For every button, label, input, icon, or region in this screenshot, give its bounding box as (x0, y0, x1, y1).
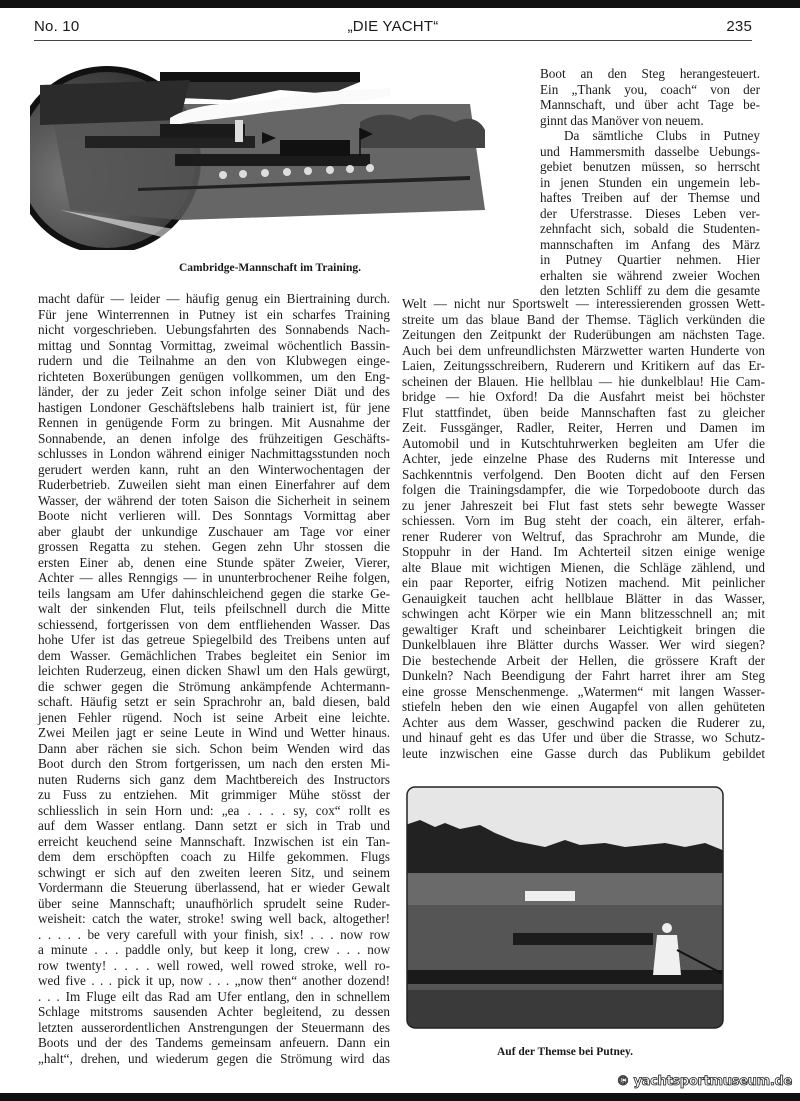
text-line: Sachkenntnis verfolgend. Den Booten dicht auf den Fersen (402, 466, 765, 482)
text-line: gerudert werden kann, ruht an den Winterwochentagen der (38, 461, 390, 477)
skiff (513, 933, 653, 945)
text-line: Dunkelblauen ihre Blätter durchs Wasser. Wer wird siegen? (402, 637, 765, 652)
text-line: nicht vorgeschrieben. Uebungsfahrten des Sonnabends Nach- (38, 322, 390, 337)
watermark: © yachtsportmuseum.de (616, 1074, 792, 1089)
text-line: Achter aus dem Wasser, geschwind packen die Ruderer zu, (402, 714, 765, 730)
text-line: schwingen acht Körper wie ein Mann blitzesschnell an; mit (402, 606, 765, 621)
text-line: ein paar Reporter, eifrig Notizen machend. Mit peinlicher (402, 575, 765, 590)
page-header (34, 16, 752, 38)
article-column-right-top (540, 66, 760, 299)
text-line: in jenen Stunden ein ungemein leb- (540, 174, 760, 190)
text-line: Dunkeln? Nach Beendigung der Fahrt harret ihrer am Steg (402, 668, 765, 683)
text-line: schiessend, fortgerissen von dem entfliehenden Wasser. Das (38, 616, 390, 632)
launch-white (525, 891, 575, 901)
text-line: Genauigkeit tauchen acht hellblaue Blätter in das Wasser, (402, 590, 765, 606)
text-line: walt der sinkenden Flut, teils pfeilschnell durch die Mitte (38, 601, 390, 616)
text-line: zu Fuss zu entziehen. Mit grimmiger Mühe stösst der (38, 787, 390, 802)
text-line: gebiet benutzen müssen, so herrscht (540, 159, 760, 174)
scan-border-top (0, 0, 800, 8)
journal-title: „DIE YACHT“ (347, 18, 439, 35)
rowing-eight-with-steam-launch-photo (30, 60, 500, 250)
text-line: macht dafür — leider — häufig genug ein Biertraining durch. (38, 291, 390, 306)
text-line: Boots und der des Tandems gemeinsam anfeuern. Dann ein (38, 1035, 390, 1050)
article-column-left (38, 291, 390, 1066)
text-line: grossen Regatta zu stehen. Gegen zehn Uhr stossen die (38, 539, 390, 554)
text-line: schwingt er sich auf den zweiten leeren Sitz, und seinem (38, 864, 390, 880)
text-line: rudern und die Teilnahme an den von Klubwegen einge- (38, 353, 390, 368)
text-line: Wasser, der während der toten Saison die Sicherheit in seinem (38, 492, 390, 508)
text-line: Zwei Meilen jagt er seine Leute in Wind und Wetter hinaus. (38, 725, 390, 740)
text-line: „halt“, drehen, und wiederum gegen die Strömung wird das (38, 1050, 390, 1066)
text-line: Für jene Winterrennen in Putney ist ein scharfes Training (38, 306, 390, 322)
text-line: Automobil und in Kutschtuhrwerken begleiten am Ufer die (402, 435, 765, 451)
text-line: den letzten Schliff zu dem die gesamte (540, 283, 760, 298)
text-line: die schwer gegen die Strömung ankämpfende Achtermann- (38, 678, 390, 694)
text-line: zehnfacht sich, sobald die Studenten- (540, 221, 760, 236)
text-line: Achter — alles Renngigs — in ununterbrochener Reihe folgen, (38, 570, 390, 585)
text-line: scheinen der Blauen. Hie hellblau — hie dunkelblau! Hie Cam- (402, 373, 765, 389)
text-line: leute inzwischen eine Gasse durch das Publikum gebildet (402, 745, 765, 761)
figure-caption-cambridge: Cambridge-Mannschaft im Training. (179, 262, 361, 274)
text-line: über seine Mannschaft; unaufhörlich sprudelt seine Ruder- (38, 895, 390, 911)
text-line: Da sämtliche Clubs in Putney (564, 128, 760, 143)
text-line: Ein „Thank you, coach“ von der (540, 81, 760, 97)
text-line: Laien, Zeitungsschreibern, Ruderern und Kritikern auf das Er- (402, 358, 765, 373)
text-line: Zeitungen den Zeitpunkt der Ruderübungen am nächsten Tage. (402, 327, 765, 342)
text-line: aber glaubt der unkundige Zuschauer am Tage vor einer (38, 523, 390, 539)
text-line: und hinauf geht es das Ufer und über die Strasse, wo Schutz- (402, 730, 765, 745)
text-line: zu jener Jahreszeit bei Flut fast stets sehr bewegte Wasser (402, 497, 765, 513)
text-line: leichten Ruderzeug, einen dicken Shawl um den Hals gewürgt, (38, 663, 390, 678)
text-line: letzten ausserordentlichen Anstrengungen der Steuermann des (38, 1019, 390, 1035)
text-line: auf dem Wasser entlang. Dann setzt er sich in Trab und (38, 818, 390, 833)
text-line: mannschaften im Anfang des März (540, 236, 760, 252)
text-line: und Hammersmith dasselbe Uebungs- (540, 143, 760, 159)
text-line: mittag und Sonntag Vormittag, zweimal wöchentlich Bassin- (38, 337, 390, 353)
thames-boats-putney-photo (405, 785, 725, 1030)
text-line: hohe Ufer ist das getreue Spiegelbild des Treibens unten auf (38, 632, 390, 647)
text-line: bridge — hie Oxford! Da die Ausfahrt meist bei höchster (402, 389, 765, 404)
text-line: der Uferstrasse. Dieses Leben ver- (540, 205, 760, 221)
dark-sky-band (160, 72, 360, 82)
text-line: ersten Einer ab, denen eine Stunde später Zweier, Vierer, (38, 554, 390, 570)
text-line: schliesslich in sein Horn und: „ea . . . . sy, cox“ rollt es (38, 802, 390, 818)
scan-border-bottom (0, 1093, 800, 1101)
header-rule (34, 40, 752, 41)
text-line: Ruderbetrieb. Zuweilen sieht man einen Einerfahrer auf dem (38, 477, 390, 492)
text-line: jenen Fehler rügend. Noch ist seine Arbeit eine leichte. (38, 709, 390, 725)
text-line: rener Ruderer von Weltruf, das Sprachrohr am Munde, die (402, 528, 765, 544)
text-line: row twenty! . . . . well rowed, well rowed stroke, well ro- (38, 957, 390, 973)
text-line: a minute . . . paddle only, but keep it long, crew . . . now (38, 942, 390, 957)
text-line: . . . Im Fluge eilt das Rad am Ufer entlang, den in schnellem (38, 988, 390, 1004)
text-line: schaft. Häufig setzt er sein Sprachrohr an, bald diesen, bald (38, 694, 390, 709)
text-line: Vordermann die Steuerung überlassend, hat er wieder Gewalt (38, 880, 390, 895)
text-line: Sonnabende, an denen infolge des frühzeitigen Geschäfts- (38, 430, 390, 446)
text-line: dem dem erschöpften coach zu Hilfe gekommen. Flugs (38, 849, 390, 864)
text-line: Zeit. Fussgänger, Radler, Reiter, Herren und Damen im (402, 420, 765, 435)
text-line: erhalten sie während zweier Wochen (540, 267, 760, 283)
text-line: wed five . . . pick it up, now . . . „now then“ another dozend! (38, 973, 390, 988)
text-line: Boote nicht verlieren will. Des Sonntags Vormittag aber (38, 508, 390, 523)
figure-caption-putney: Auf der Themse bei Putney. (497, 1046, 633, 1058)
text-line: stiefeln heben den wie einen Augapfel von allen gehüteten (402, 699, 765, 714)
text-line: gewaltiger Kraft und scheinbarer Leichtigkeit bringen die (402, 621, 765, 637)
text-line: weisheit: catch the water, stroke! swing well back, altogether! (38, 911, 390, 926)
issue-number: No. 10 (34, 18, 80, 35)
text-line: Achter, jede einzelne Phase des Ruderns mit Interesse und (402, 451, 765, 466)
text-line: Rennen in genügende Form zu bringen. Mit Ausnahme der (38, 415, 390, 430)
text-line: Welt — nicht nur Sportswelt — interessierenden grossen Wett- (402, 296, 765, 311)
text-line: länder, der zu jeder Zeit schon infolge seiner Diät und des (38, 384, 390, 399)
text-line: in Putney Quartier nehmen. Hier (540, 252, 760, 267)
page-number: 235 (726, 18, 752, 35)
text-line: teils langsam am Ufer dahinschleichend gegen die starke Ge- (38, 585, 390, 601)
text-line: hastigen Londoner Geschäftslebens halb trainiert ist, für jene (38, 399, 390, 415)
text-line: schiessen. Vorn im Bug steht der coach, ein älterer, erfah- (402, 513, 765, 528)
text-line: nuten Ruderns sich ganz dem Machtbereich des Instructors (38, 771, 390, 787)
text-line: Boot an den Steg herangesteuert. (540, 66, 760, 81)
text-line: folgen die Trainingsdampfer, die wie Torpedoboote durch das (402, 482, 765, 497)
woman-punting (653, 935, 681, 975)
text-line: dem Wasser. Gemächlichen Trabes begleitet ein Senior im (38, 647, 390, 663)
text-line: alte Blaue mit wichtigen Mienen, die Schläge zählend, und (402, 559, 765, 575)
text-line: Die bestechende Arbeit der Hellen, die grössere Kraft der (402, 652, 765, 668)
text-line: Flut stattfindet, üben beide Mannschaften fast zu gleicher (402, 404, 765, 420)
text-line: richteten Boxerübungen genügen vollkommen, um den Eng- (38, 368, 390, 384)
text-line: streite um das blaue Band der Themse. Täglich verkünden die (402, 311, 765, 327)
text-line: Mannschaft, und über acht Tage be- (540, 97, 760, 112)
text-line: haftes Treiben auf der Themse und (540, 190, 760, 205)
text-line: schlusses in London während einiger Nachmittagsstunden noch (38, 446, 390, 461)
text-line: Schlage mitstroms sausenden Achter begleitend, zu dessen (38, 1004, 390, 1019)
text-line: Stoppuhr in der Hand. Im Achterteil sitzen einige wenige (402, 544, 765, 559)
text-line: eine grosse Menschenmenge. „Watermen“ mit langen Wasser- (402, 683, 765, 699)
text-line: ginnt das Manöver von neuem. (540, 112, 704, 128)
text-line: Dann aber rächen sie sich. Schon beim Wenden wird das (38, 740, 390, 756)
text-line: . . . . . be very carefull with your finish, six! . . . now row (38, 926, 390, 942)
article-column-right (402, 296, 765, 761)
text-line: Boot durch den Strom fortgerissen, um nach den ersten Mi- (38, 756, 390, 771)
text-line: erreicht keuchend seine Mannschaft. Inzwischen ist ein Tan- (38, 833, 390, 849)
text-line: Auch bei dem unfreundlichsten Märzwetter warten Hunderte von (402, 342, 765, 358)
